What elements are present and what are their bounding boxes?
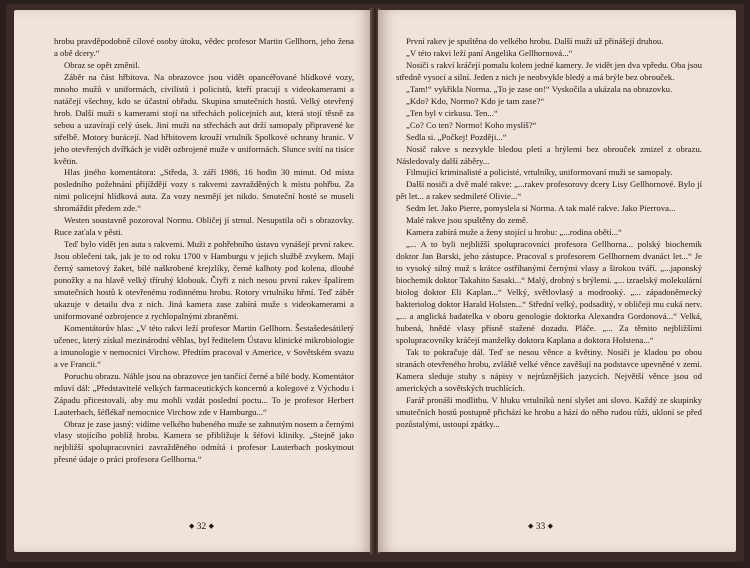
paragraph: První rakev je spuštěna do velkého hrobu. Další muži už přinášejí druhou.	[406, 36, 664, 46]
paragraph: Teď bylo vidět jen auta s rakvemi. Muži z pohřebního ústavu vynášejí první rakev. Jsou oblečeni tak, jak je to od roku 1700 v Hamburgu v jejich službě zvykem. Mají černý sametový žaket, bílé naškrobené krejzlíky, černé kalhoty pod kolena, dlouhé ponožky a na hlavě velký tříruhý klobouk. Čtyři z nich nesou první rakev špalírem smutečních hostů k otevřenému rodinnému hrobu. Rotory vrtulníku hřmí. Teď záběr ukazuje v detailu dva z nich. Jiná kamera zase zabírá muže s videokamerami a uniformované ozbrojence z rychlopalnými zbraněmi.	[54, 239, 354, 321]
paragraph: „Kdo? Kdo, Normo? Kdo je tam zase?“	[406, 95, 545, 106]
paragraph: Sedla si. „Počkej! Později...“	[406, 131, 507, 142]
paragraph: Záběr na část hřbitova. Na obrazovce jsou vidět opancéřované hlídkové vozy, mnoho mužů v uniformách, civilistů i policistů, kteří pracují s videokamerami a natáčejí všechny, kdo se účastní obřadu. Skupina smutečních hostů. Velký otevřený hrob. Další muži s kamerami stojí na střechách policejních aut, která stojí těsně za sebou a uzavírají celý úsek. Jiní muži na střechách aut drží samopaly připravené ke střelbě. Motory burácejí. Nad hřbitovem krouží vrtulník Spolkové ochrany hranic. V jeho otevřených dvířkách je vidět ozbrojené muže v uniformách. Slunce svítí na tisíce květin.	[54, 71, 354, 166]
paragraph: „Tam!“ vykřikla Norma. „To je zase on!“ Vyskočila a ukázala na obrazovku.	[406, 83, 673, 94]
paragraph: „V této rakvi leží paní Angelika Gellhornová...“	[406, 47, 573, 58]
diamond-ornament-icon: ◆	[547, 522, 554, 530]
paragraph: Nosiči s rakví kráčejí pomalu kolem jedné kamery. Je vidět jen dva vpředu. Oba jsou středně vysocí a silní. Jeden z nich je neobvykle bledý a má brýle bez obrouček.	[396, 59, 702, 82]
diamond-ornament-icon: ◆	[208, 522, 215, 530]
page-number-right	[528, 522, 553, 532]
paragraph: Malé rakve jsou spuštěny do země.	[406, 215, 529, 226]
diamond-ornament-icon: ◆	[528, 522, 534, 530]
paragraph: „Ten byl v cirkusu. Ten...“	[406, 107, 498, 118]
paragraph: Farář pronáší modlitbu. V hluku vrtulníků není slyšet ani slovo. Každý ze skupinky smutečních hostů postupně přichází ke hrobu a hází do něho rudou růži, ukloní se před pozůstalými, ustoupí zpátky...	[396, 394, 702, 429]
page-number: 32	[196, 522, 207, 532]
diamond-ornament-icon: ◆	[189, 522, 195, 530]
paragraph: „Co? Co ten? Normo! Koho myslíš?“	[406, 119, 537, 130]
page-number-left	[189, 522, 214, 532]
left-page-text	[54, 36, 354, 466]
paragraph: Nosič rakve s nezvykle bledou pletí a brýlemi bez obrouček zmizel z obrazu. Následovaly další záběry...	[396, 143, 702, 166]
paragraph: Poruchu obrazu. Náhle jsou na obrazovce jen tančící černé a bílé body. Komentátor mluví dál: „Představitelé velkých farmaceutických koncernů a kolegové z Východu i Západu přicestovali, aby mu mohli vzdát poslední poctu... To je profesor Herbert Lauterbach, šéflékař nemocnice Virchow zde v Hamburgu...“	[54, 370, 354, 417]
paragraph: Filmující kriminalisté a policisté, vrtulníky, uniformovaní muži se samopaly.	[406, 167, 673, 178]
paragraph: Komentátorův hlas: „V této rakvi leží profesor Martin Gellhorn. Šestašedesátiletý učenec, který získal mezinárodní věhlas, byl ředitelem Ústavu klinické mikrobiologie a imunologie v nemocnici Virchow. Předtím pracoval v Americe, v Sovětském svazu a ve Francii.“	[54, 322, 354, 369]
paragraph: „... A to byli nejbližší spolupracovníci profesora Gellhorna... polský biochemik doktor Jan Barski, jeho zástupce. Pracoval s profesorem Gellhornem dvanáct let...“ Je to vysoký silný muž s krátce ostříhanými černými vlasy a širokou tváří. „...japonský biochemik doktor Takahito Sasaki...“ Malý, drobný s brýlemi. „... izraelský molekulární biolog doktor Eli Kaplan...“ Velký, světlovlasý a modrooký. „... západoněmecký bakteriolog doktor Harald Holsten...“ Střední velký, podsaditý, v obličeji mu cuká nerv. „... a anglická badatelka v oboru genologie doktorka Alexandra Gordonová...“ Velká, hubená, hnědé vlasy přísně stažené dozadu. Pláče. „... Za těmito nejbližšími spolupracovníky kráčejí manželky doktora Kaplana a doktora Holstena...“	[396, 239, 702, 345]
paragraph: Obraz se opět změnil.	[64, 59, 140, 70]
paragraph: hrobu pravděpodobně cílové osoby útoku, vědec profesor Martin Gellhorn, jeho žena a obě dcery.“	[54, 36, 354, 58]
paragraph: Westen soustavně pozoroval Normu. Obličej jí strnul. Nesupstila oči s obrazovky. Ruce zaťala v pěsti.	[54, 215, 354, 238]
paragraph: Obraz je zase jasný: vidíme velkého hubeného muže se zahnutým nosem a černými vlasy stojícího poblíž hrobu. Kamera se přibližuje k šéfovi kliniky. „Stejně jako nejbližší spolupracovníci zavražděného odmítá i profesor Lauterbach poskytnout přesné údaje o práci profesora Gellhorna.“	[54, 418, 354, 465]
page-number: 33	[535, 522, 546, 532]
right-page-text	[396, 36, 702, 430]
paragraph: Sedm let. Jako Pierre, pomyslela si Norma. A tak malé rakve. Jako Pierrova...	[406, 203, 676, 214]
paragraph: Tak to pokračuje dál. Teď se nesou věnce a květiny. Nosiči je kladou po obou stranách otevřeného hrobu, zvláště velké věnce zavěšují na podstavce upevněné v zemi. Kamera sleduje stuhy s nápisy v nejrůznějších jazycích. Největší věnce jsou od amerických a sovětských truchlících.	[396, 346, 702, 393]
right-page	[378, 10, 736, 552]
paragraph: Kamera zabírá muže a ženy stojící u hrobu: „...rodina obětí...“	[406, 227, 622, 238]
open-book	[6, 4, 744, 562]
left-page	[14, 10, 372, 552]
paragraph: Hlas jiného komentátora: „Středa, 3. září 1986, 16 hodin 30 minut. Od místa posledního požehnání přijíždějí vozy s rakvemi zavražděných k místu pohřbu. Za nimi policejní hlídková auta. Za vozy nesmějí jet nikdo. Smuteční hosté se museli shromáždit předem zde.“	[54, 167, 354, 214]
paragraph: Další nosiči a dvě malé rakve: „...rakev profesorovy dcery Lisy Gellhornové. Bylo jí pět let... a rakev sedmileté Olivie...“	[396, 179, 702, 202]
